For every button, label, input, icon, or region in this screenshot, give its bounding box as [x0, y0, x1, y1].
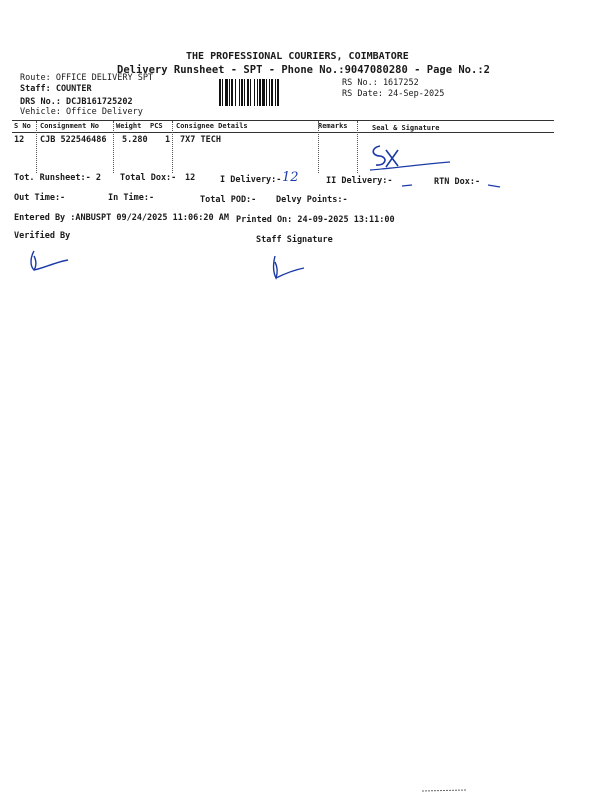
col-sno: S No: [14, 122, 31, 130]
ii-delivery-label: II Delivery:-: [326, 176, 393, 186]
drs-number: DRS No.: DCJB161725202: [20, 97, 133, 107]
staff-signature-label: Staff Signature: [256, 235, 333, 245]
total-dox-value: 12: [185, 173, 196, 183]
col-seal-signature: Seal & Signature: [372, 124, 440, 132]
col-consignee: Consignee Details: [176, 122, 248, 130]
printed-on: Printed On: 24-09-2025 13:11:00: [236, 215, 395, 225]
divider: [36, 121, 37, 173]
tot-runsheet: Tot. Runsheet:- 2: [14, 173, 101, 183]
col-consignment: Consignment No: [40, 122, 100, 130]
row-pcs: 1: [165, 135, 171, 145]
divider: [172, 121, 173, 173]
i-delivery-label: I Delivery:-: [220, 175, 282, 185]
col-remarks: Remarks: [318, 122, 348, 130]
total-dox-label: Total Dox:-: [120, 173, 177, 183]
runsheet-subtitle: Delivery Runsheet - SPT - Phone No.:9047080280 - Page No.:2: [117, 64, 490, 76]
staff-label: Staff: COUNTER: [20, 84, 92, 94]
in-time-label: In Time:-: [108, 193, 155, 203]
barcode-icon: [219, 79, 338, 106]
verified-signature-icon: [26, 248, 72, 274]
col-pcs: PCS: [150, 122, 163, 130]
route-label: Route: OFFICE DELIVERY SPT: [20, 73, 154, 83]
table-top-rule: [12, 120, 554, 121]
divider: [113, 121, 114, 173]
i-delivery-handwritten: 12: [282, 170, 299, 185]
dash-marks-icon: [398, 178, 518, 192]
seal-signature-icon: [366, 140, 456, 174]
row-sno: 12: [14, 135, 25, 145]
staff-signature-icon: [268, 254, 308, 282]
row-consignee: 7X7 TECH: [180, 135, 221, 145]
vehicle-label: Vehicle: Office Delivery: [20, 107, 143, 117]
total-pod-label: Total POD:-: [200, 195, 257, 205]
row-weight: 5.280: [122, 135, 148, 145]
row-consignment: CJB 522546486: [40, 135, 107, 145]
rs-number: RS No.: 1617252: [342, 78, 419, 88]
entered-by: Entered By :ANBUSPT 09/24/2025 11:06:20 AM: [14, 213, 229, 223]
divider: [318, 121, 319, 173]
delvy-points-label: Delvy Points:-: [276, 195, 348, 205]
scan-artifact: [420, 786, 470, 794]
rtn-dox-label: RTN Dox:-: [434, 177, 481, 187]
divider: [357, 121, 358, 173]
out-time-label: Out Time:-: [14, 193, 66, 203]
col-weight: Weight: [116, 122, 142, 130]
rs-date: RS Date: 24-Sep-2025: [342, 89, 445, 99]
table-header-rule: [12, 132, 554, 133]
company-title: THE PROFESSIONAL COURIERS, COIMBATORE: [186, 51, 409, 62]
verified-by-label: Verified By: [14, 231, 71, 241]
